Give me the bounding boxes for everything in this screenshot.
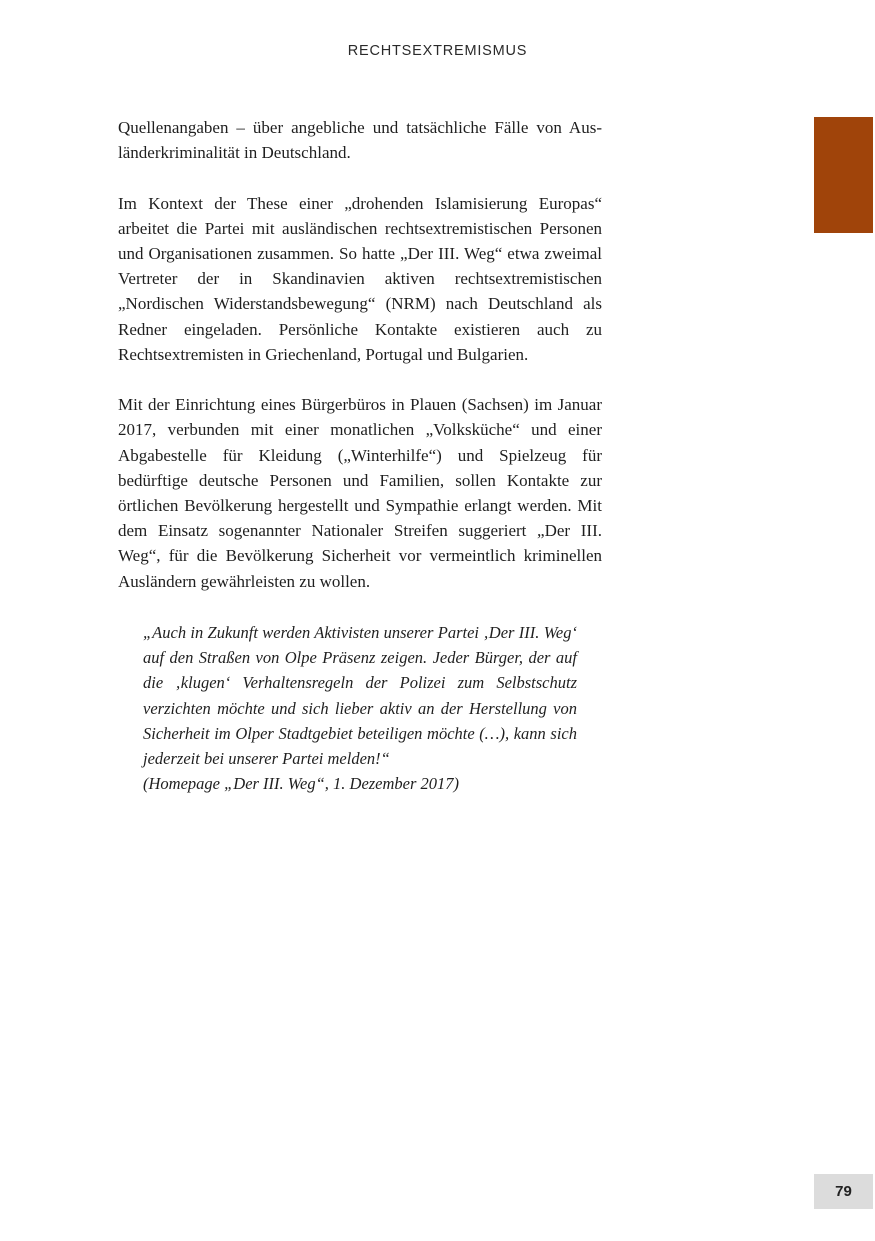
blockquote xyxy=(143,620,577,796)
quote-text: „Auch in Zukunft werden Aktivisten unserer Partei ‚Der III. Weg‘ auf den Straßen von Olpe Präsenz zeigen. Jeder Bürger, der auf die ‚klugen‘ Verhaltensregeln der Polizei zum Selbstschutz verzichten möchte und sich lieber aktiv an der Herstellung von Sicherheit im Olper Stadtgebiet beteiligen möchte (…), kann sich jederzeit bei unserer Partei melden!“ xyxy=(143,623,577,769)
page-number: 79 xyxy=(814,1174,873,1209)
paragraph: Quellenangaben – über angebliche und tatsächliche Fälle von Ausländerkriminalität in Deutschland. xyxy=(118,118,602,163)
paragraph: Mit der Einrichtung eines Bürgerbüros in Plauen (Sachsen) im Januar 2017, verbunden mit einer monatlichen „Volksküche“ und einer Abgabestelle für Kleidung („Winterhilfe“) und Spielzeug für bedürftige deutsche Personen und Familien, sollen Kontakte zur örtlichen Bevölkerung hergestellt und Sympathie erlangt werden. Mit dem Einsatz sogenannter Nationaler Streifen suggeriert „Der III. Weg“, für die Bevölkerung Sicherheit vor vermeintlich kriminellen Ausländern gewährleisten zu wollen. xyxy=(118,395,602,591)
quote-source: (Homepage „Der III. Weg“, 1. Dezember 2017) xyxy=(143,774,460,794)
running-head: RECHTSEXTREMISMUS xyxy=(347,43,528,59)
body-text xyxy=(118,115,602,619)
paragraph: Im Kontext der These einer „drohenden Islamisierung Europas“ arbeitet die Partei mit ausländischen rechtsextremistischen Personen und Organisationen zusammen. So hatte „Der III. Weg“ etwa zweimal Vertreter der in Skandinavien aktiven rechtsextremistischen „Nordischen Widerstandsbewegung“ (NRM) nach Deutschland als Redner eingeladen. Persönliche Kontakte existieren auch zu Rechtsextremisten in Griechenland, Portugal und Bulgarien. xyxy=(118,193,602,364)
chapter-marker-tab xyxy=(814,117,873,233)
